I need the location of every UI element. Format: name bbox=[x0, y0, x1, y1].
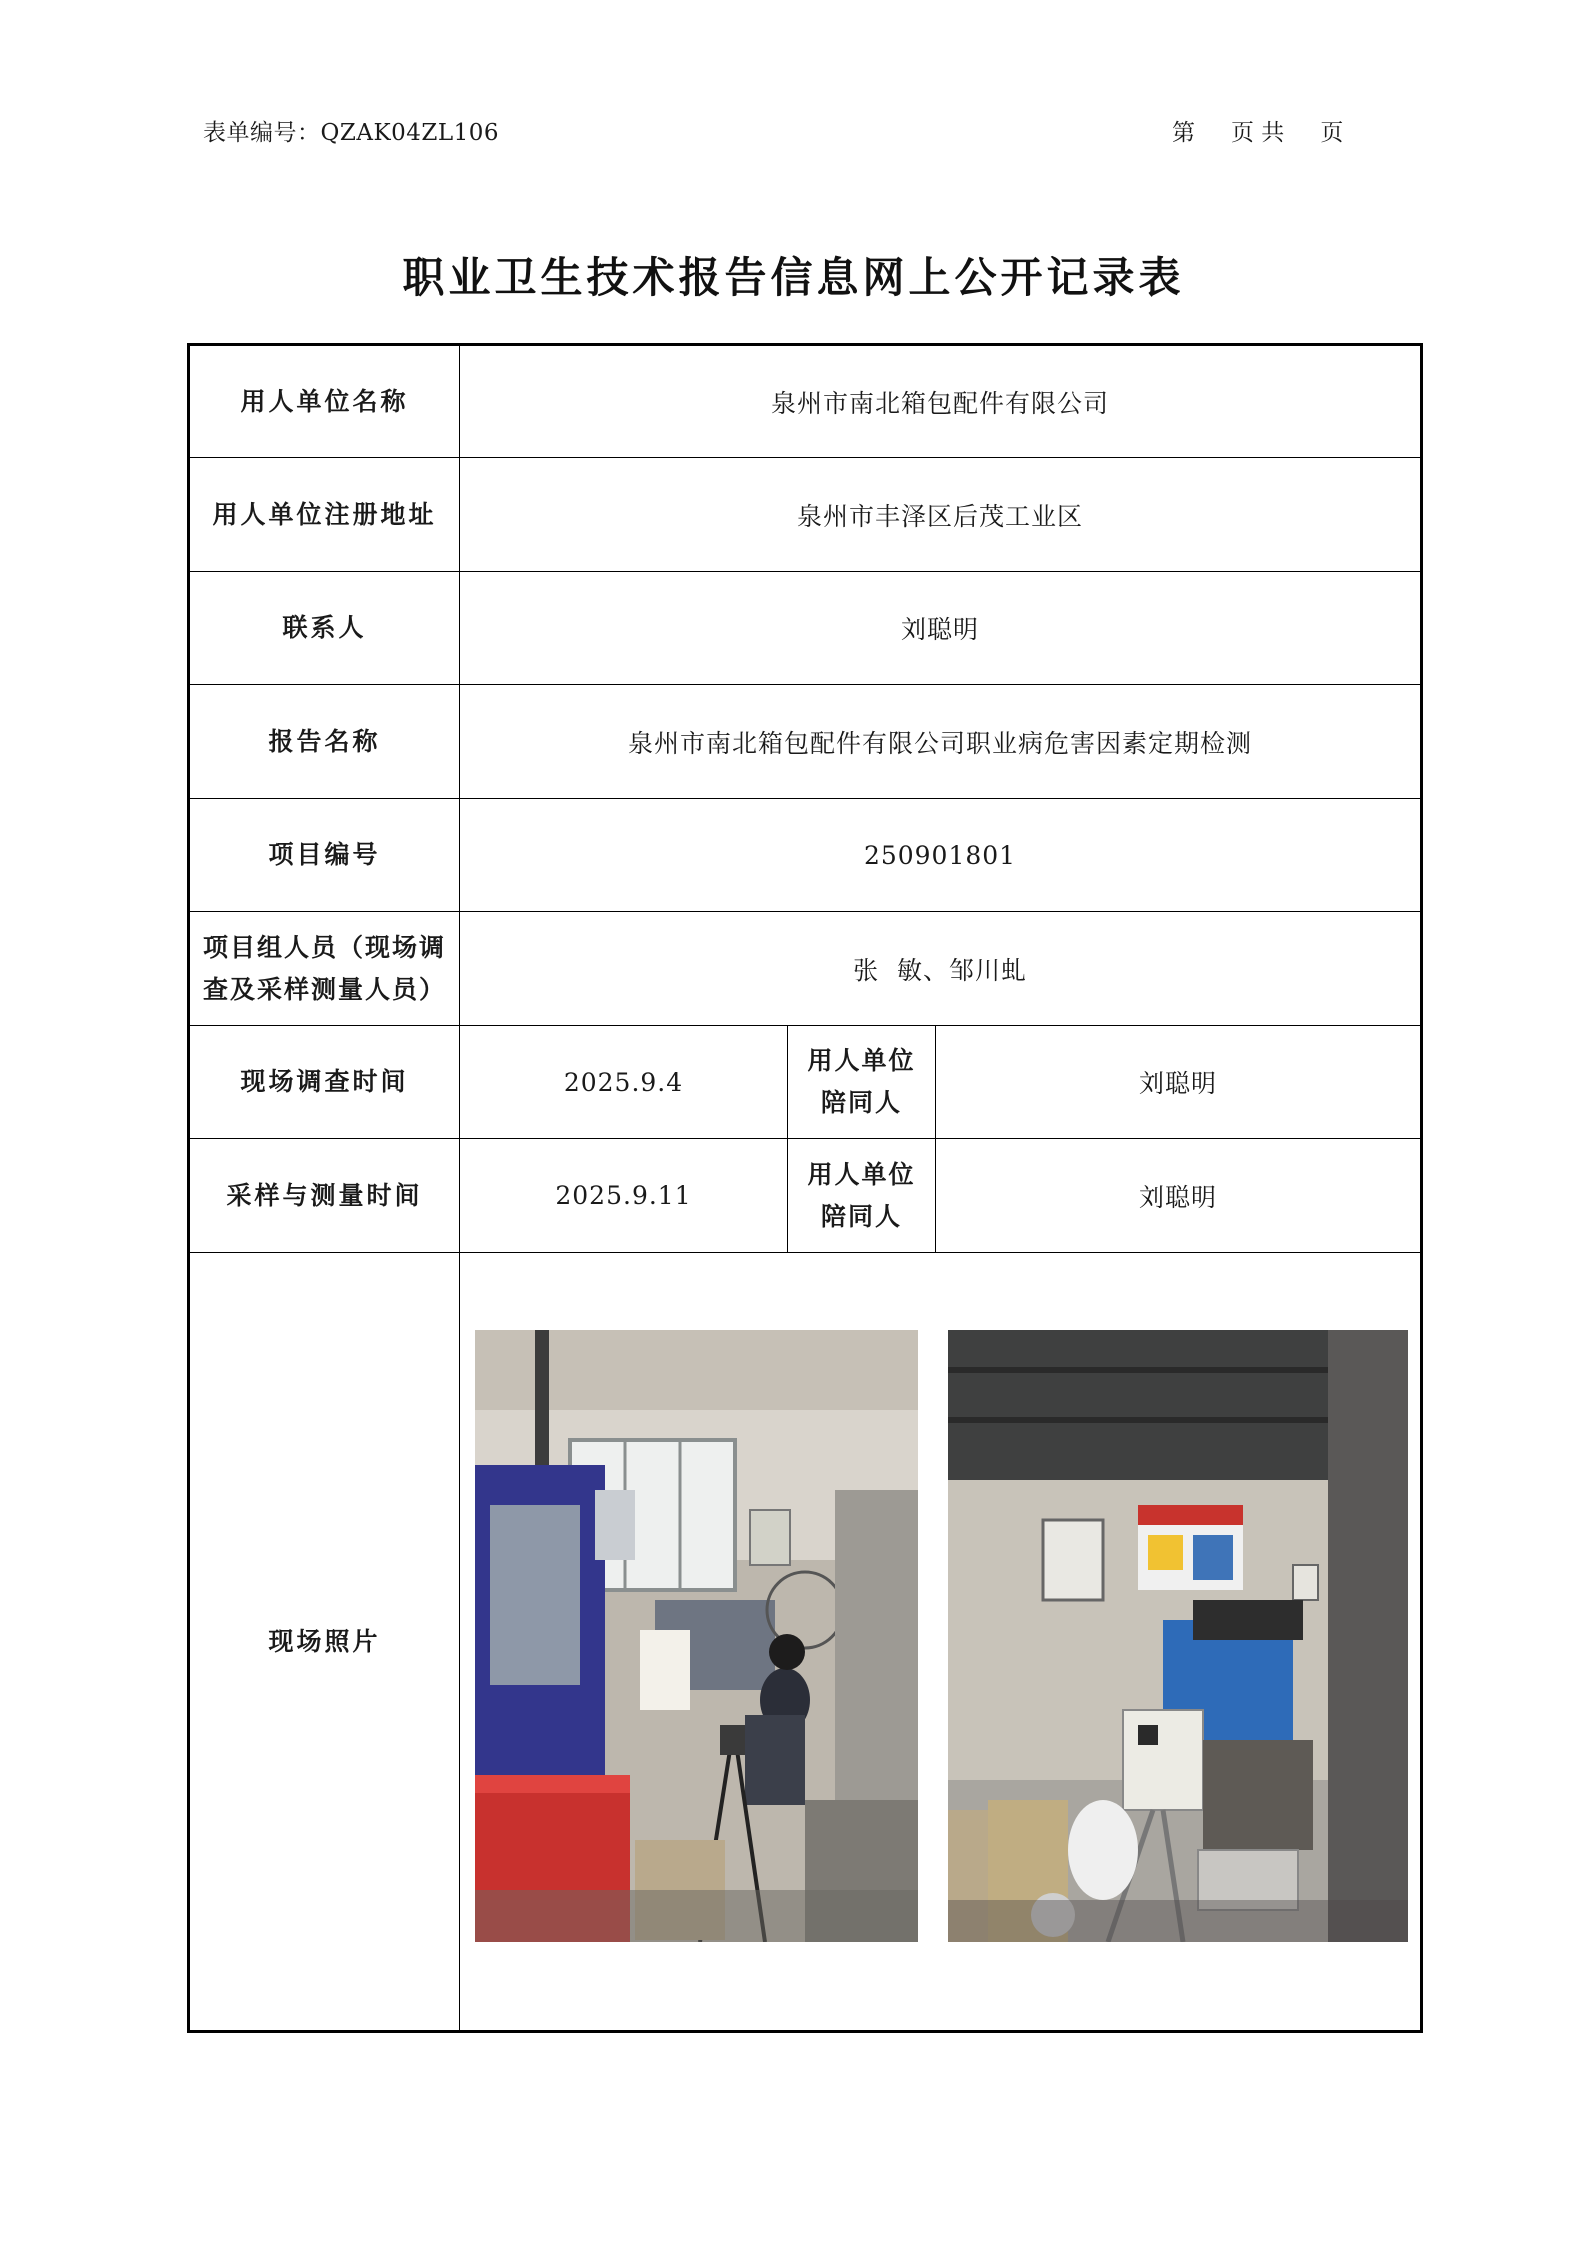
survey-companion-value: 刘聪明 bbox=[936, 1026, 1422, 1139]
table-row bbox=[189, 572, 1422, 685]
employer-name-label: 用人单位名称 bbox=[189, 345, 460, 458]
project-number-value: 250901801 bbox=[460, 799, 1422, 912]
page-indicator bbox=[1172, 114, 1343, 147]
table-row bbox=[189, 458, 1422, 572]
team-label-line1: 项目组人员（现场调 bbox=[202, 932, 446, 962]
photos-area bbox=[460, 1253, 1420, 2030]
page-label-total: 页 共 bbox=[1231, 120, 1285, 146]
sampling-companion-label bbox=[788, 1139, 936, 1253]
project-number-label: 项目编号 bbox=[189, 799, 460, 912]
table-row bbox=[189, 799, 1422, 912]
form-number: 表单编号：QZAK04ZL106 bbox=[203, 120, 500, 146]
contact-value: 刘聪明 bbox=[460, 572, 1422, 685]
site-photo-sampling-image bbox=[948, 1330, 1408, 1942]
sampling-companion-label-line1: 用人单位 bbox=[807, 1159, 916, 1189]
table-row bbox=[189, 1253, 1422, 2032]
page-label-first: 第 bbox=[1172, 120, 1195, 146]
photos-cell bbox=[460, 1253, 1422, 2032]
survey-companion-label bbox=[788, 1026, 936, 1139]
survey-date-value: 2025.9.4 bbox=[460, 1026, 788, 1139]
page-title: 职业卫生技术报告信息网上公开记录表 bbox=[402, 253, 1185, 302]
contact-label: 联系人 bbox=[189, 572, 460, 685]
sampling-time-label: 采样与测量时间 bbox=[189, 1139, 460, 1253]
report-name-label: 报告名称 bbox=[189, 685, 460, 799]
table-row bbox=[189, 1139, 1422, 1253]
sampling-companion-label-line2: 陪同人 bbox=[820, 1201, 902, 1231]
site-photo-survey bbox=[475, 1330, 918, 1942]
team-value: 张 敏、邹川虬 bbox=[460, 912, 1422, 1026]
employer-address-label: 用人单位注册地址 bbox=[189, 458, 460, 572]
team-label-line2: 查及采样测量人员） bbox=[202, 974, 446, 1004]
record-form-table bbox=[187, 343, 1423, 2033]
photos-label: 现场照片 bbox=[189, 1253, 460, 2032]
site-photo-survey-image bbox=[475, 1330, 918, 1942]
table-row bbox=[189, 345, 1422, 458]
survey-companion-label-line1: 用人单位 bbox=[807, 1046, 916, 1075]
table-row bbox=[189, 912, 1422, 1026]
table-row bbox=[189, 685, 1422, 799]
team-label bbox=[189, 912, 460, 1026]
sampling-companion-value: 刘聪明 bbox=[936, 1139, 1422, 1253]
page-label-end: 页 bbox=[1320, 120, 1344, 146]
report-name-value: 泉州市南北箱包配件有限公司职业病危害因素定期检测 bbox=[460, 685, 1422, 799]
site-photo-sampling bbox=[948, 1330, 1408, 1942]
survey-time-label: 现场调查时间 bbox=[189, 1026, 460, 1139]
survey-companion-label-line2: 陪同人 bbox=[820, 1088, 902, 1117]
table-row bbox=[189, 1026, 1422, 1139]
employer-address-value: 泉州市丰泽区后茂工业区 bbox=[460, 458, 1422, 572]
employer-name-value: 泉州市南北箱包配件有限公司 bbox=[460, 345, 1422, 458]
sampling-date-value: 2025.9.11 bbox=[460, 1139, 788, 1253]
